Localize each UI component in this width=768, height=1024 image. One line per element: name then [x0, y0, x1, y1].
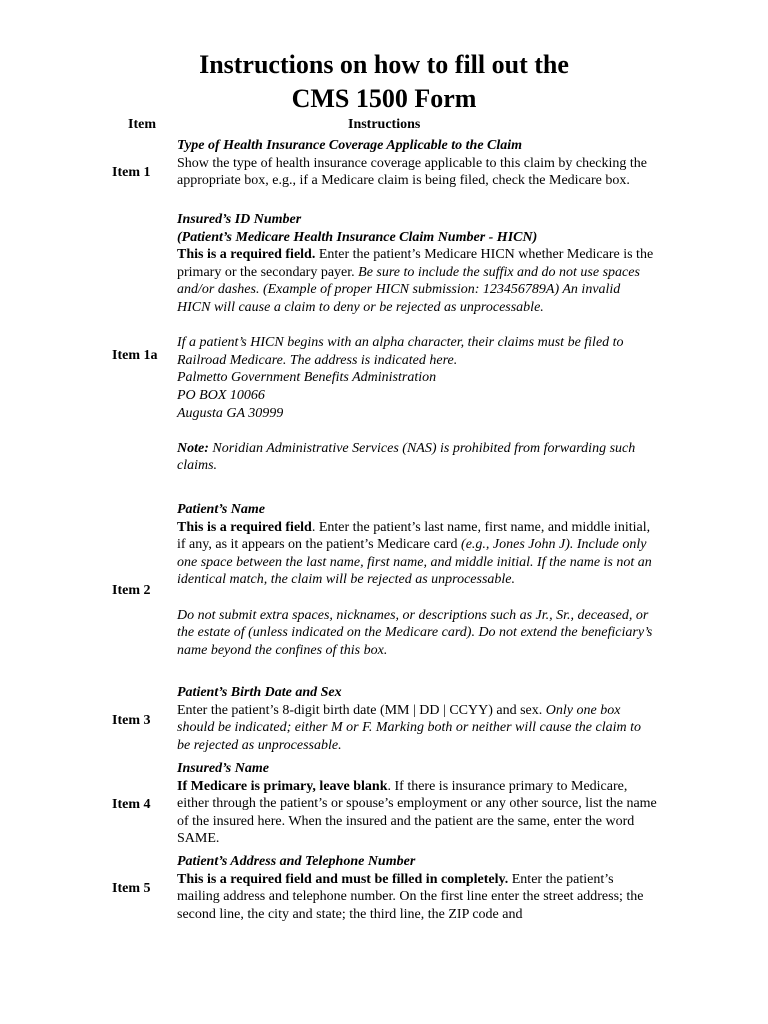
item-3-body-text: Enter the patient’s 8-digit birth date (MM | DD | CCYY) and sex.: [177, 702, 546, 718]
item-1a-body-italic: Be sure to include the suffix and do not use spaces and/or dashes. (Example of proper HICN submission: 123456789A) An invalid HICN will cause a claim to deny or be rejected as unprocessable.: [177, 264, 640, 315]
item-1-label: Item 1: [112, 165, 151, 180]
item-3-heading: Patient’s Birth Date and Sex: [177, 685, 342, 700]
column-header-instructions: Instructions: [348, 117, 421, 132]
primary-blank-text: If Medicare is primary, leave blank: [177, 778, 388, 794]
item-1a-label: Item 1a: [112, 348, 158, 363]
item-5-content: [177, 853, 657, 923]
item-5-body: [177, 871, 657, 924]
title-line-1: Instructions on how to fill out the: [199, 50, 569, 79]
item-1a-subheading: (Patient’s Medicare Health Insurance Claim Number - HICN): [177, 229, 538, 245]
note: [177, 440, 657, 475]
item-2-body-italic: (e.g., Jones John J). Include only one space between the last name, first name, and middle initial. If the name is not an identical match, the claim will be rejected as unprocessable.: [177, 537, 652, 588]
item-5-body-text: Enter the patient’s mailing address and telephone number. On the first line enter the street address; the second line, the city and state; the third line, the ZIP code and: [177, 871, 644, 922]
item-1-content: [177, 137, 657, 190]
item-3-label: Item 3: [112, 713, 151, 728]
item-1-body: Show the type of health insurance coverage applicable to this claim by checking the appropriate box, e.g., if a Medicare claim is being filed, check the Medicare box.: [177, 155, 648, 189]
item-4-body: [177, 778, 657, 848]
item-2-label: Item 2: [112, 583, 151, 598]
item-4-body-text: . If there is insurance primary to Medicare, either through the patient’s or spouse’s employment or any other source, list the name of the insured here. When the insured and the patient are the same, enter the word SAME.: [177, 778, 657, 847]
item-1a-body: [177, 246, 657, 316]
item-1-heading: Type of Health Insurance Coverage Applicable to the Claim: [177, 138, 523, 153]
note-label: Note:: [177, 440, 209, 456]
item-2-content: [177, 501, 657, 659]
item-3-body: [177, 702, 657, 755]
required-field-text: This is a required field: [177, 519, 312, 535]
railroad-instruction: If a patient’s HICN begins with an alpha character, their claims must be filed to Railroad Medicare. The address is indicated here.: [177, 335, 624, 368]
page-title: [0, 48, 768, 116]
item-3-body-italic: Only one box should be indicated; either M or F. Marking both or neither will cause the claim to be rejected as unprocessable.: [177, 702, 642, 753]
required-field-text: This is a required field.: [177, 247, 316, 263]
title-line-2: CMS 1500 Form: [291, 84, 477, 113]
address-line-1: Palmetto Government Benefits Administration: [177, 370, 437, 386]
item-4-label: Item 4: [112, 797, 151, 812]
address-line-2: PO BOX 10066: [177, 387, 265, 403]
item-2-body-text: . Enter the patient’s last name, first name, and middle initial, if any, as it appears on the patient’s Medicare card: [177, 519, 651, 553]
item-3-content: [177, 684, 657, 754]
item-1a-heading: Insured’s ID Number: [177, 212, 302, 227]
item-5-heading: Patient’s Address and Telephone Number: [177, 854, 416, 869]
item-4-heading: Insured’s Name: [177, 761, 269, 776]
required-field-text: This is a required field and must be filled in completely.: [177, 871, 509, 887]
item-5-label: Item 5: [112, 881, 151, 896]
item-1a-content: [177, 211, 657, 475]
address-line-3: Augusta GA 30999: [177, 405, 284, 421]
item-2-heading: Patient’s Name: [177, 502, 266, 517]
note-text: Noridian Administrative Services (NAS) is prohibited from forwarding such claims.: [177, 440, 636, 474]
item-2-body-2: Do not submit extra spaces, nicknames, or descriptions such as Jr., Sr., deceased, or the estate of (unless indicated on the Medicare card). Do not extend the beneficiary’s name beyond the confines of this box.: [177, 607, 653, 658]
item-2-body: [177, 519, 657, 589]
column-header-item: Item: [128, 117, 156, 132]
item-1a-body-text: Enter the patient’s Medicare HICN whether Medicare is the primary or the secondary payer.: [177, 247, 654, 280]
item-4-content: [177, 760, 657, 848]
